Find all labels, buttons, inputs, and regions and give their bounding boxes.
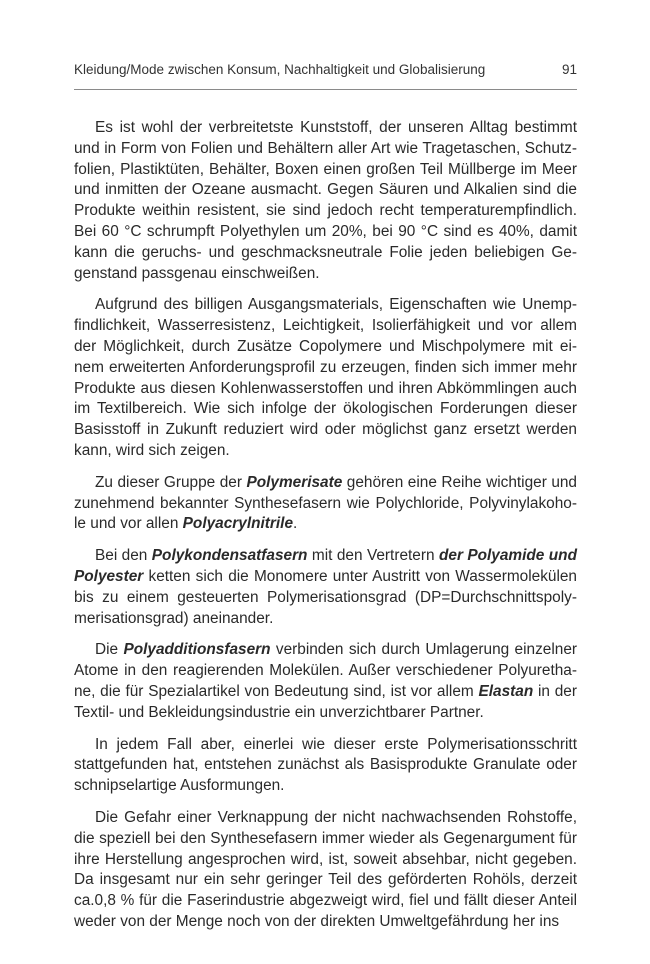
term-emphasis: der Polyamide und Polyester xyxy=(74,547,577,585)
text-run: ketten sich die Monomere unter Austritt von Wassermolekülen bis zu einem gesteuerten Polymerisationsgrad (DP=Durchschnittspolymerisationsgrad) aneinander. xyxy=(74,567,577,627)
text-run: Die Gefahr einer Verknappung der nicht nachwachsenden Rohstoffe, die speziell bei den Synthesefasern immer wieder als Gegenargument für ihre Herstellung angesprochen wird, ist, soweit absehbar, nicht gegeben. Da insgesamt nur ein sehr geringer Teil des geförderten Rohöls, derzeit ca.0,8 % für die Faserindustrie abgezweigt wird, fiel und fällt dieser Anteil weder von der Menge noch von der direkten Umweltgefährdung her ins xyxy=(74,808,577,930)
running-header xyxy=(74,62,577,77)
term-emphasis: Polykondensatfasern xyxy=(151,547,308,565)
paragraph-2 xyxy=(74,295,577,461)
paragraph-6 xyxy=(74,735,577,797)
text-run: Zu dieser Gruppe der xyxy=(95,473,247,491)
paragraph-5 xyxy=(74,640,577,723)
text-run: in der Textil- und Bekleidungsindustrie ein unverzichtbarer Partner. xyxy=(74,682,577,721)
text-run: Bei den xyxy=(95,547,152,565)
text-run: Die xyxy=(95,641,124,659)
page-number: 91 xyxy=(561,62,577,77)
text-run: verbinden sich durch Umlagerung einzelner Atome in den reagierenden Molekülen. Außer verschiedener Polyurethane, die für Spezialartikel von Bedeutung sind, ist vor allem xyxy=(74,641,577,700)
text-run: In jedem Fall aber, einerlei wie dieser erste Polymerisationsschritt stattgefunden hat, entstehen zunächst als Basisprodukte Granulate oder schnipselartige Ausformungen. xyxy=(74,735,577,795)
header-rule xyxy=(74,89,577,90)
text-run: Es ist wohl der verbreitetste Kunststoff, der unseren Alltag bestimmt und in Form von Folien und Behältern aller Art wie Tragetaschen, Schutzfolien, Plastiktüten, Behälter, Boxen einen großen Teil Müllberge im Meer und inmitten der Ozeane ausmacht. Gegen Säuren und Alkalien sind die Produkte weithin resistent, sie sind jedoch recht temperaturempfindlich. Bei 60 °C schrumpft Polyethylen um 20%, bei 90 °C sind es 40%, damit kann die geruchs- und geschmacksneutrale Folie jeden beliebigen Gegenstand passgenau einschweißen. xyxy=(74,119,577,282)
paragraph-1 xyxy=(74,118,577,284)
text-run: Aufgrund des billigen Ausgangsmaterials, Eigenschaften wie Unempfindlichkeit, Wasserresistenz, Leichtigkeit, Isolierfähigkeit und vor allem der Möglichkeit, durch Zusätze Copolymere und Mischpolymere mit einem erweiterten Anforderungsprofil zu erzeugen, finden sich immer mehr Produkte aus diesen Kohlenwasserstoffen und ihren Abkömmlingen auch im Textilbereich. Wie sich infolge der ökologischen Forderungen dieser Basisstoff in Zukunft reduziert wird oder möglichst ganz ersetzt werden kann, wird sich zeigen. xyxy=(74,296,577,459)
paragraph-7 xyxy=(74,808,577,933)
term-emphasis: Polyadditionsfasern xyxy=(123,641,271,659)
term-emphasis: Elastan xyxy=(478,682,534,700)
running-header-title: Kleidung/Mode zwischen Konsum, Nachhaltigkeit und Globalisierung xyxy=(74,62,486,77)
paragraph-4 xyxy=(74,546,577,629)
term-emphasis: Polyacrylnitrile xyxy=(182,515,294,533)
text-run: gehören eine Reihe wichtiger und zunehmend bekannter Synthesefasern wie Polychloride, Polyvinylakohole und vor allen xyxy=(74,473,577,533)
paragraph-3 xyxy=(74,473,577,535)
body-text xyxy=(74,118,577,933)
text-run: mit den Vertretern xyxy=(307,547,439,565)
term-emphasis: Polymerisate xyxy=(246,473,343,491)
text-run: . xyxy=(293,515,298,533)
